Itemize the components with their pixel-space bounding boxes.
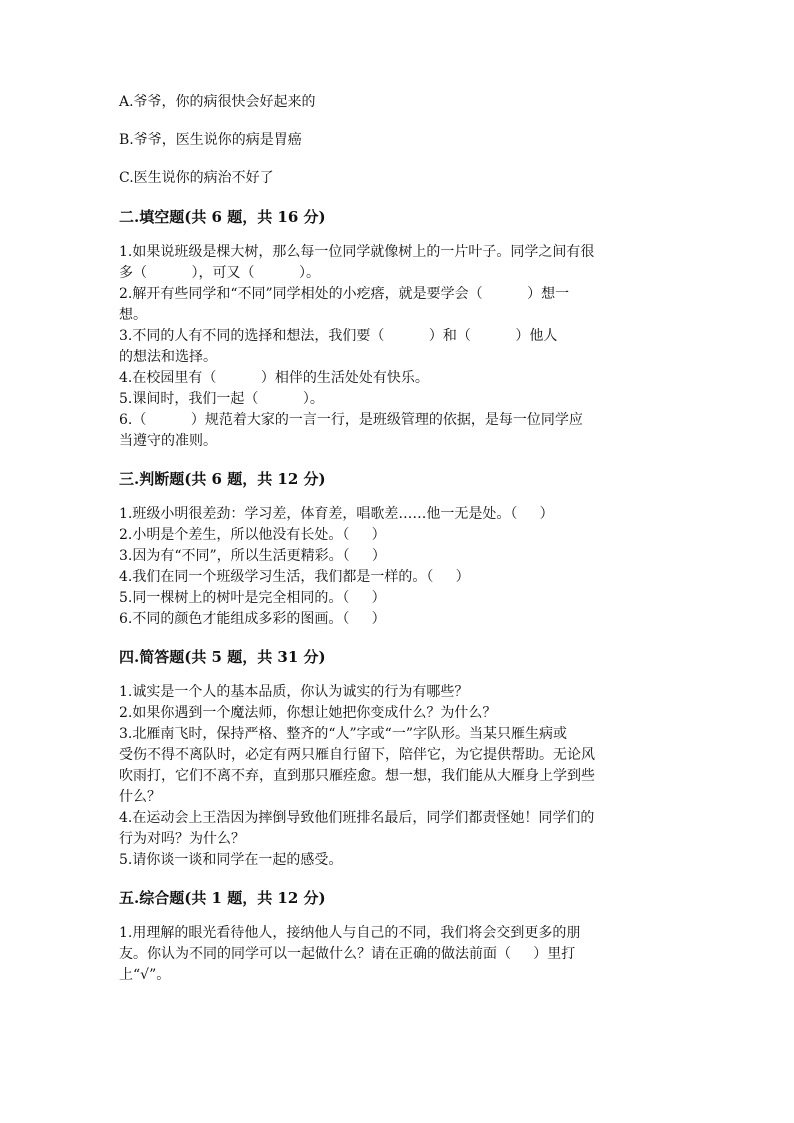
section-true-false — [119, 468, 679, 630]
question-item: 6.不同的颜色才能组成多彩的图画。（ ） — [119, 611, 386, 627]
question-item: 2.如果你遇到一个魔法师，你想让她把你变成什么？为什么？ — [119, 705, 497, 721]
question-item: 1.班级小明很差劲：学习差，体育差，唱歌差……他一无是处。（ ） — [119, 506, 554, 522]
option-b: B.爷爷，医生说你的病是胃癌 — [119, 132, 302, 148]
section-comprehensive — [119, 887, 679, 986]
question-list — [119, 242, 679, 452]
question-item: 3.北雁南飞时，保持严格、整齐的“人”字或“一”字队形。当某只雁生病或 受伤不得不离队时，必定有两只雁自行留下，陪伴它，为它提供帮助。无论风 吹雨打，它们不离不弃，直到那只雁痊愈。想一想，我们能从大雁身上学到些 什么？ — [119, 726, 595, 805]
section-fill-in — [119, 206, 679, 452]
option-c: C.医生说你的病治不好了 — [119, 170, 274, 186]
exam-page — [119, 92, 679, 1002]
section-heading: 三.判断题(共 6 题，共 12 分) — [119, 470, 326, 488]
question-item: 5.课间时，我们一起（ ）。 — [119, 391, 324, 407]
question-list — [119, 923, 679, 986]
question-item: 2.解开有些同学和“不同”同学相处的小疙瘩，就是要学会（ ）想一 想。 — [119, 286, 570, 323]
question-item: 3.不同的人有不同的选择和想法，我们要（ ）和（ ）他人 的想法和选择。 — [119, 328, 558, 365]
question-item: 1.诚实是一个人的基本品质，你认为诚实的行为有哪些？ — [119, 684, 469, 700]
section-heading: 五.综合题(共 1 题，共 12 分) — [119, 889, 326, 907]
question-item: 1.用理解的眼光看待他人，接纳他人与自己的不同，我们将会交到更多的朋 友。你认为不同的同学可以一起做什么？请在正确的做法前面（ ）里打 上“√”。 — [119, 925, 581, 983]
option-a: A.爷爷，你的病很快会好起来的 — [119, 94, 316, 110]
section-short-answer — [119, 646, 679, 871]
section-heading: 四.简答题(共 5 题，共 31 分) — [119, 648, 326, 666]
question-item: 4.在校园里有（ ）相伴的生活处处有快乐。 — [119, 370, 429, 386]
question-item: 1.如果说班级是棵大树，那么每一位同学就像树上的一片叶子。同学之间有很 多（ ），可又（ ）。 — [119, 244, 595, 281]
question-list — [119, 504, 679, 630]
question-list — [119, 682, 679, 871]
question-item: 5.同一棵树上的树叶是完全相同的。（ ） — [119, 590, 386, 606]
question-item: 4.在运动会上王浩因为摔倒导致他们班排名最后，同学们都责怪她！同学们的 行为对吗？为什么？ — [119, 810, 595, 847]
question-item: 2.小明是个差生，所以他没有长处。（ ） — [119, 527, 386, 543]
question-item: 3.因为有“不同”，所以生活更精彩。（ ） — [119, 548, 386, 564]
section-heading: 二.填空题(共 6 题，共 16 分) — [119, 208, 326, 226]
question-item: 6.（ ）规范着大家的一言一行，是班级管理的依据，是每一位同学应 当遵守的准则。 — [119, 412, 583, 449]
question-item: 4.我们在同一个班级学习生活，我们都是一样的。（ ） — [119, 569, 470, 585]
question-item: 5.请你谈一谈和同学在一起的感受。 — [119, 852, 343, 868]
option-list — [119, 92, 679, 188]
